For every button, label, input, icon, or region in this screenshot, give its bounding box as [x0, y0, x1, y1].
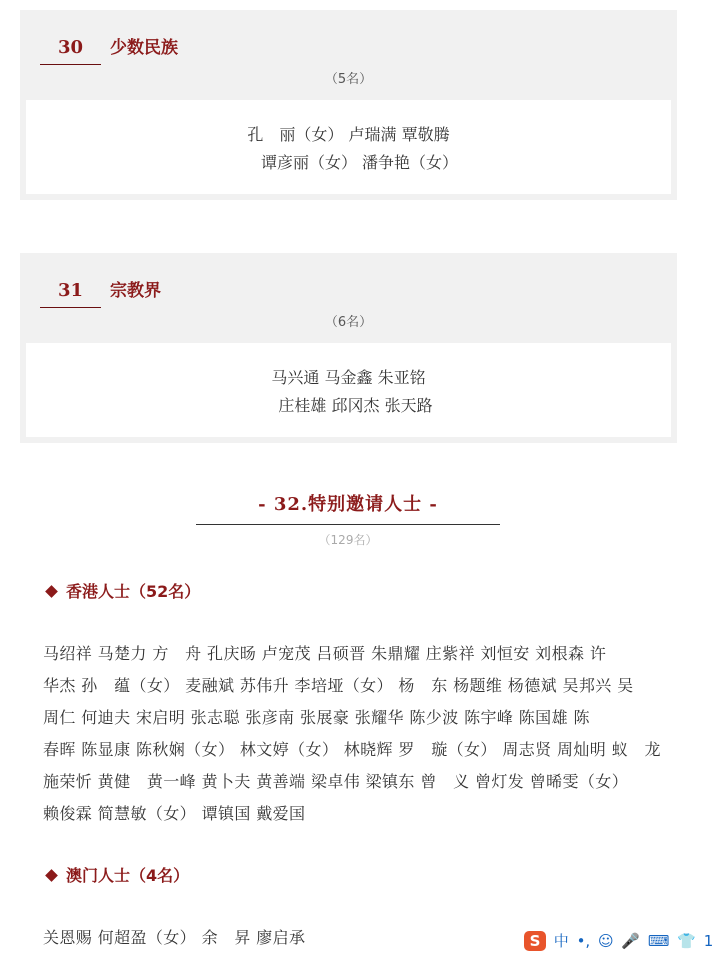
ime-more-icon[interactable]: 1	[703, 932, 714, 950]
microphone-icon[interactable]: 🎤	[621, 932, 641, 950]
ime-punctuation-toggle[interactable]: •,	[576, 932, 591, 950]
hongkong-names-line: 华杰 孙 蕴（女） 麦融斌 苏伟升 李培垭（女） 杨 东 杨题维 杨德斌 吴邦兴 吴	[43, 676, 634, 695]
group-30-names-line-1: 孔 丽（女） 卢瑞满 覃敬腾	[247, 125, 450, 144]
diamond-bullet-icon	[45, 585, 58, 598]
macau-heading	[45, 865, 189, 887]
group-30-panel	[20, 10, 677, 200]
group-30-names-line-2: 谭彦丽（女） 潘争艳（女）	[260, 153, 459, 172]
group-31-count: （6名）	[324, 315, 373, 330]
keyboard-icon[interactable]: ⌨	[647, 932, 670, 950]
ime-language-toggle[interactable]: 中	[553, 932, 569, 950]
special-section-count: （129名）	[318, 533, 378, 547]
macau-heading-label: 澳门人士（4名）	[66, 866, 190, 885]
sogou-logo-icon[interactable]: S	[524, 931, 546, 951]
group-31-title: 宗教界	[110, 281, 161, 301]
macau-names-line: 关恩赐 何超盈（女） 余 昇 廖启承	[43, 928, 306, 947]
emoji-icon[interactable]: ☺	[597, 932, 614, 950]
hongkong-heading-label: 香港人士（52名）	[66, 582, 201, 601]
group-30-count: （5名）	[324, 72, 373, 87]
diamond-bullet-icon	[45, 869, 58, 882]
group-30-names-box	[26, 100, 671, 194]
group-31-names-box	[26, 343, 671, 437]
group-31-names-line-2: 庄桂雄 邱冈杰 张天路	[278, 396, 433, 415]
special-section-title: - 32.特别邀请人士 -	[196, 490, 500, 525]
group-31-panel	[20, 253, 677, 443]
group-30-number: 30	[40, 34, 101, 65]
hongkong-heading	[45, 581, 200, 603]
group-30-title: 少数民族	[110, 38, 178, 58]
hongkong-names-line: 施荣忻 黄健 黄一峰 黄卜夫 黄善端 梁卓伟 梁镇东 曾 义 曾灯发 曾晞雯（女）	[43, 772, 629, 791]
group-31-names-line-1: 马兴通 马金鑫 朱亚铭	[271, 368, 426, 387]
hongkong-names-line: 春晖 陈显康 陈秋娴（女） 林文婷（女） 林晓辉 罗 璇（女） 周志贤 周灿明 蚁 龙	[43, 740, 661, 759]
hongkong-names-line: 周仁 何迪夫 宋启明 张志聪 张彦南 张展豪 张耀华 陈少波 陈宇峰 陈国雄 陈	[43, 708, 590, 727]
hongkong-names-line: 赖俊霖 简慧敏（女） 谭镇国 戴爱国	[43, 804, 306, 823]
group-31-number: 31	[40, 277, 101, 308]
hongkong-names-line: 马绍祥 马楚力 方 舟 孔庆旸 卢宠茂 吕硕晋 朱鼎耀 庄紫祥 刘恒安 刘根森 许	[43, 644, 607, 663]
skin-icon[interactable]: 👕	[677, 932, 696, 950]
ime-toolbar[interactable]	[524, 931, 714, 952]
